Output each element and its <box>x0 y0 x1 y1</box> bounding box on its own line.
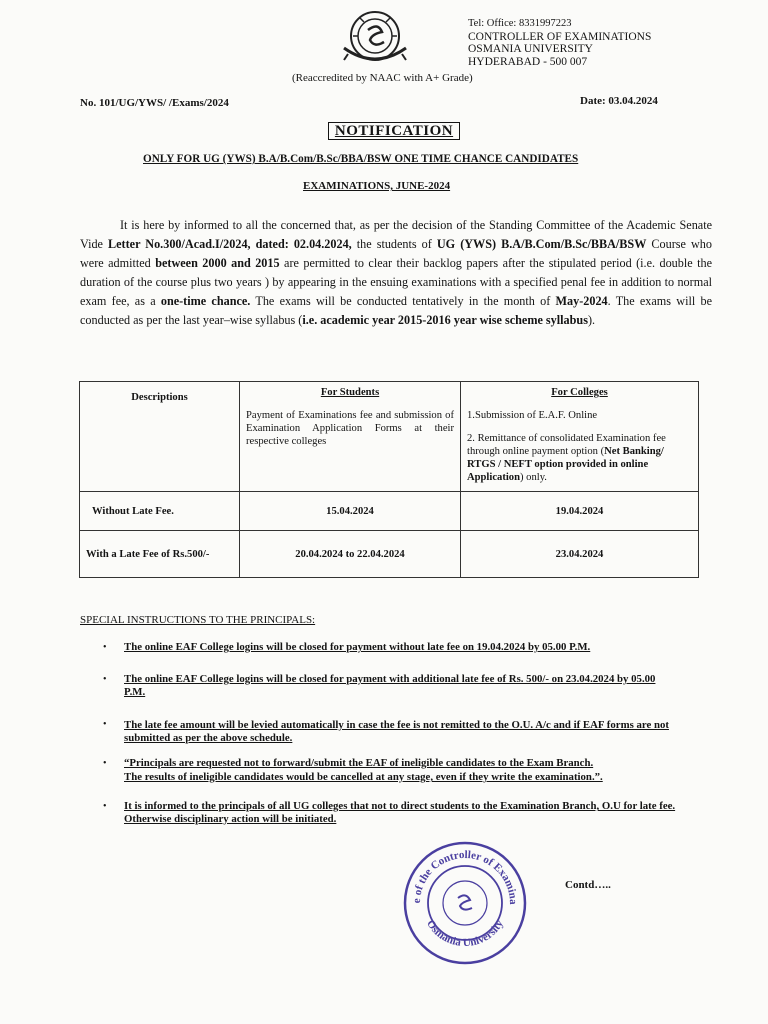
body-text: The exams will be conducted tentatively in the month of <box>250 294 556 308</box>
bullet-icon: • <box>103 801 107 812</box>
instructions-heading: SPECIAL INSTRUCTIONS TO THE PRINCIPALS: <box>80 614 316 626</box>
university-name: OSMANIA UNIVERSITY <box>468 43 593 55</box>
exam-title: EXAMINATIONS, JUNE-2024 <box>303 180 451 192</box>
colleges-column <box>461 382 699 492</box>
naac-accreditation: (Reaccredited by NAAC with A+ Grade) <box>292 72 473 84</box>
reference-number: No. 101/UG/YWS/ /Exams/2024 <box>80 97 229 109</box>
notification-title: NOTIFICATION <box>328 122 460 140</box>
body-one-time-chance: one-time chance. <box>160 294 251 308</box>
body-text: the students of <box>351 237 437 251</box>
colleges-item-2-bold: Net Banking/ RTGS / NEFT option provided in online Application <box>467 446 664 483</box>
table-row <box>80 531 699 578</box>
body-admission-years: between 2000 and 2015 <box>155 256 280 270</box>
table-row <box>80 382 699 492</box>
colleges-header: For Colleges <box>551 387 608 398</box>
continued-marker: Contd….. <box>565 879 611 891</box>
city-address: HYDERABAD - 500 007 <box>468 55 588 68</box>
students-description: Payment of Examinations fee and submission of Examination Application Forms at their respective colleges <box>246 410 454 447</box>
body-exam-month: May-2024 <box>555 294 608 308</box>
fee-schedule-table <box>79 381 699 578</box>
office-stamp <box>400 838 530 968</box>
students-date: 15.04.2024 <box>240 492 461 531</box>
students-header: For Students <box>320 387 380 398</box>
row-label: With a Late Fee of Rs.500/- <box>80 531 240 578</box>
body-syllabus: i.e. academic year 2015-2016 year wise scheme syllabus <box>302 313 588 327</box>
students-date: 20.04.2024 to 22.04.2024 <box>240 531 461 578</box>
instruction-item: The late fee amount will be levied automatically in case the fee is not remitted to the O.U. A/c and if EAF forms are not submitted as per the above schedule. <box>124 719 669 744</box>
instruction-item: The online EAF College logins will be closed for payment with additional late fee of Rs. 500/- on 23.04.2024 by 05.00 P.M. <box>124 673 656 698</box>
office-address-block <box>468 18 651 68</box>
body-text: . The exams will be conducted as per the last year–wise syllabus ( <box>80 294 712 327</box>
office-name: CONTROLLER OF EXAMINATIONS <box>468 30 652 43</box>
colleges-item-2-text: 2. Remittance of consolidated Examination fee through online payment option ( <box>467 433 666 457</box>
colleges-date: 23.04.2024 <box>461 531 699 578</box>
body-course: UG (YWS) B.A/B.Com/B.Sc/BBA/BSW <box>436 237 647 251</box>
body-text: ). <box>587 313 596 327</box>
stamp-top-text: e of the Controller of Examina <box>410 848 520 905</box>
instruction-item: The online EAF College logins will be closed for payment without late fee on 19.04.2024 by 05.00 P.M. <box>124 641 591 653</box>
students-column <box>240 382 461 492</box>
body-text: are permitted to clear their backlog papers after the stipulated period (i.e. double the duration of the course plus two years ) by appearing in the ensuing examinations with a specified penal fee in addition to normal exam fee, as a <box>80 256 712 308</box>
body-text: It is here by informed to all the concerned that, as per the decision of the Standing Committee of the Academic Senate Vide <box>80 218 712 251</box>
body-text: Course who were admitted <box>80 237 712 270</box>
descriptions-header: Descriptions <box>80 382 240 492</box>
notification-subtitle: ONLY FOR UG (YWS) B.A/B.Com/B.Sc/BBA/BSW ONE TIME CHANCE CANDIDATES <box>143 153 579 165</box>
colleges-date: 19.04.2024 <box>461 492 699 531</box>
row-label: Without Late Fee. <box>80 492 240 531</box>
colleges-item-1: 1.Submission of E.A.F. Online <box>467 410 598 421</box>
bullet-icon: • <box>103 758 107 769</box>
body-letter-ref: Letter No.300/Acad.I/2024, dated: 02.04.2024, <box>108 237 352 251</box>
instruction-item: “Principals are requested not to forward/submit the EAF of ineligible candidates to the Exam Branch. <box>124 757 594 769</box>
bullet-icon: • <box>103 674 107 685</box>
university-logo <box>338 8 412 70</box>
notification-date: Date: 03.04.2024 <box>580 95 658 107</box>
telephone: Tel: Office: 8331997223 <box>468 18 572 29</box>
bullet-icon: • <box>103 642 107 653</box>
colleges-item-2-end: ) only. <box>519 472 547 483</box>
instruction-item-continued: The results of ineligible candidates would be cancelled at any stage, even if they write the examination.”. <box>124 771 603 783</box>
instruction-item: It is informed to the principals of all UG colleges that not to direct students to the Examination Branch, O.U for late fee. Otherwise disciplinary action will be initiated. <box>124 800 676 825</box>
colleges-item-2 <box>467 432 692 484</box>
table-row <box>80 492 699 531</box>
stamp-bottom-text: Osmania University <box>424 917 506 950</box>
notification-body <box>80 216 712 330</box>
bullet-icon: • <box>103 719 107 730</box>
